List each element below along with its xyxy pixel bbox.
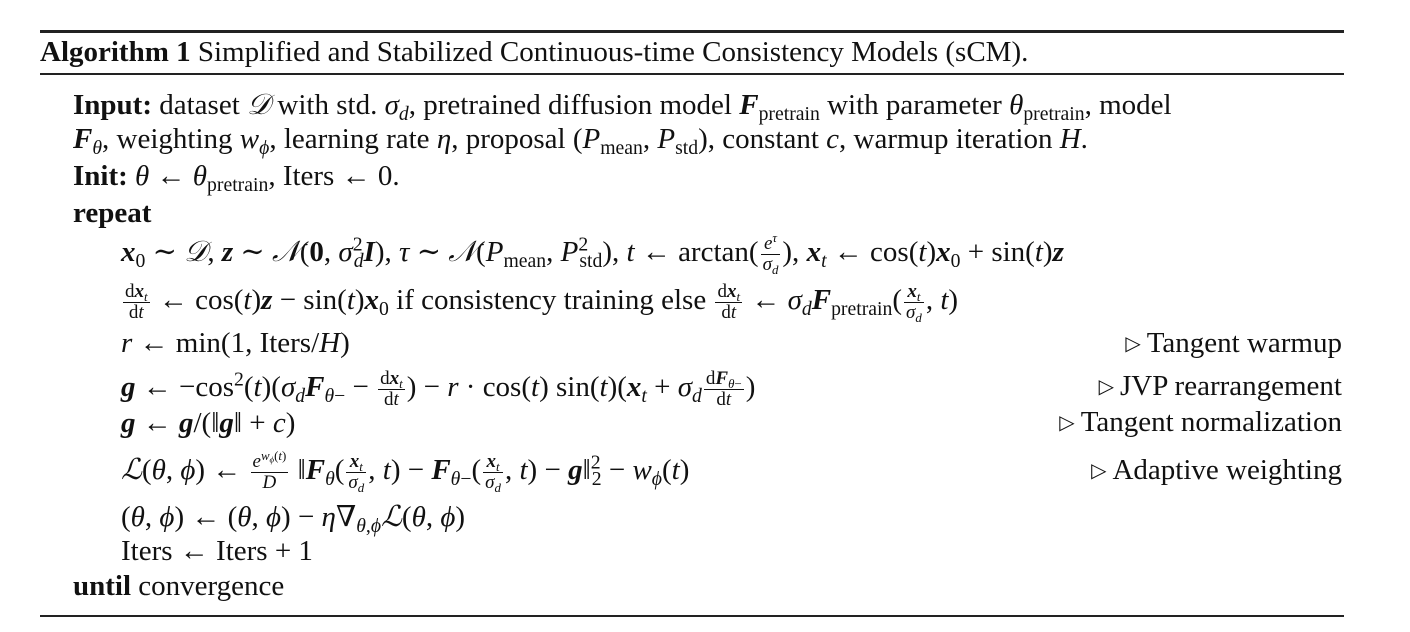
tangent-step: $\frac{dx_t}{dt}$ ← $\cos(t)z - \sin(t)x_0$ if consistency training else $\frac{dx_t}{dt}$ ← $\sigma_dF_{pretrain}$( $\frac{x_t}{\sigma_d}$ , t) xyxy=(125,281,959,325)
triangle-right-icon: ▷ xyxy=(1059,412,1075,434)
comment-weighting: ▷ Adaptive weighting xyxy=(1091,454,1342,486)
init-line: Init: θ ← $\theta_{pretrain}$, Iters ← 0. xyxy=(73,160,400,196)
repeat-keyword: repeat xyxy=(73,197,152,229)
comment-warmup: ▷ Tangent warmup xyxy=(1125,327,1342,359)
update-step: (θ, ϕ) ← (θ, $\phi) - \eta\nabla_{\theta,\phi}ℒ(\theta$, ϕ) xyxy=(121,499,466,537)
init-keyword: Init: xyxy=(73,160,128,192)
triangle-right-icon: ▷ xyxy=(1125,333,1141,355)
normalization-step: g ← g/(‖g‖ + c) xyxy=(121,407,296,439)
top-rule xyxy=(40,30,1344,33)
algorithm-label: Algorithm 1 xyxy=(40,36,191,68)
until-keyword: until xyxy=(73,570,132,602)
loss-step: ℒ(θ, ϕ) ← $\frac{e^{w_\phi(t)}}{D}$ $‖F_\theta$( $\frac{x_t}{\sigma_d}$ , $t) - F_{\theta-}$( $\frac{x_t}{\sigma_d}$ , t) − g‖$^2_2$ − $w_\phi(t)$ xyxy=(121,447,690,495)
comment-normalization: ▷ Tangent normalization xyxy=(1059,406,1342,438)
sampling-step: $x_0$ ∼ 𝒟, z ∼ 𝒩(0, $\sigma^2_dI$), τ ∼ $𝒩(P_{mean}$, $P^2_{std}$), t ← arctan( $\frac{e^\tau}{\sigma_d}$ ), $x_t$ ← $\cos(t)x_0 + \sin(t)z$ xyxy=(121,229,1064,277)
comment-jvp: ▷ JVP rearrangement xyxy=(1098,370,1342,402)
algorithm-title: Simplified and Stabilized Continuous-time Consistency Models (sCM). xyxy=(197,36,1029,68)
repeat-line xyxy=(73,199,151,228)
input-line-2: $F_\theta$, weighting $w_\phi$, learning rate η, proposal ($P_{mean}$, $P_{std}$), constant c, warmup iteration H. xyxy=(73,123,1088,159)
algorithm-caption xyxy=(40,36,1028,69)
jvp-step: g ← $-\cos^2(t)(\sigma_dF_{\theta-}$ − $\frac{dx_t}{dt}$ ) − r · cos(t) $\sin(t)(x_t + \sigma_d$ $\frac{dF_{\theta-}}{dt}$ ) xyxy=(121,368,756,410)
triangle-right-icon: ▷ xyxy=(1091,460,1107,482)
caption-rule xyxy=(40,73,1344,75)
input-keyword: Input: xyxy=(73,89,152,121)
iters-step: Iters ← Iters + 1 xyxy=(121,535,313,567)
input-line-1: Input: dataset 𝒟 with std. $\sigma_d$, pretrained diffusion model $F_{pretrain}$ with parameter $\theta_{pretrain}$, model xyxy=(73,87,1172,125)
triangle-right-icon: ▷ xyxy=(1098,376,1115,398)
warmup-step: r ← min(1, Iters/H) xyxy=(121,327,350,359)
bottom-rule xyxy=(40,615,1344,617)
until-line: until convergence xyxy=(73,570,285,602)
